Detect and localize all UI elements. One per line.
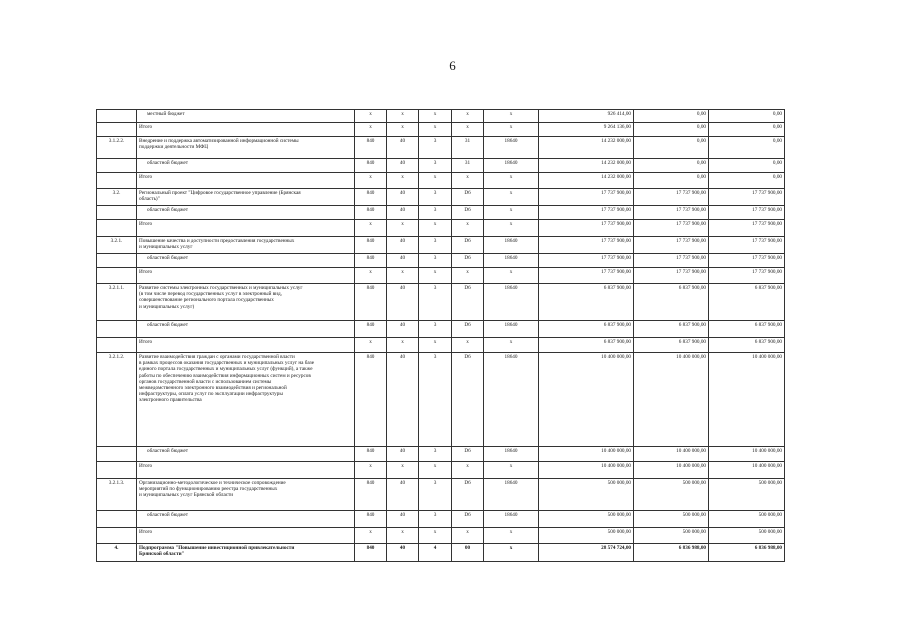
row-name: Итого: [137, 220, 355, 237]
code-program: 40: [387, 137, 419, 159]
code-subprogram: 3: [419, 511, 452, 528]
code-subprogram: 3: [419, 237, 452, 254]
amount-year-3: 6 836 988,00: [709, 544, 785, 562]
amount-year-3: 0,00: [709, 137, 785, 159]
code-direction: x: [484, 189, 539, 206]
row-number: 3.2.: [97, 189, 137, 206]
amount-year-3: 500 000,00: [709, 511, 785, 528]
row-number: 3.2.1.3.: [97, 479, 137, 511]
row-name: областной бюджет: [137, 206, 355, 220]
code-program: x: [387, 462, 419, 479]
amount-year-3: 10 400 000,00: [709, 447, 785, 462]
amount-year-1: 9 264 136,00: [539, 123, 634, 137]
page-number: 6: [449, 58, 456, 73]
amount-year-3: 10 400 000,00: [709, 462, 785, 479]
table-row: [97, 447, 785, 462]
amount-year-2: 10 400 000,00: [634, 462, 709, 479]
table-row: [97, 528, 785, 544]
row-name: Развитие взаимодействия граждан с органами государственной власти в рамках процессов оказания государственных и муниципальных услуг на базе единого портала государственных и муниципальных услуг (функций), а также работы по обеспечению взаимодействия информационных систем и ресурсов органов государственной власти с использованием системы межведомственного электронного взаимодействия и региональной инфраструктуры, оплата услуг по эксплуатации инфраструктуры электронного правительства: [137, 353, 355, 447]
amount-year-1: 10 400 000,00: [539, 353, 634, 447]
code-program: 40: [387, 447, 419, 462]
code-event: D6: [452, 353, 484, 447]
amount-year-1: 926 414,00: [539, 110, 634, 123]
amount-year-2: 17 737 900,00: [634, 268, 709, 284]
code-event: x: [452, 528, 484, 544]
row-name: Итого: [137, 462, 355, 479]
code-subprogram: x: [419, 268, 452, 284]
code-subprogram: 3: [419, 189, 452, 206]
code-program: 40: [387, 189, 419, 206]
code-grbs: 840: [355, 206, 387, 220]
code-direction: 18640: [484, 353, 539, 447]
amount-year-2: 6 837 900,00: [634, 338, 709, 353]
row-name: Повышение качества и доступности предоставления государственных и муниципальных услуг: [137, 237, 355, 254]
row-name: областной бюджет: [137, 511, 355, 528]
code-direction: x: [484, 173, 539, 189]
code-program: 40: [387, 206, 419, 220]
code-direction: 18640: [484, 321, 539, 338]
amount-year-1: 6 837 900,00: [539, 284, 634, 321]
code-subprogram: x: [419, 173, 452, 189]
row-name: Итого: [137, 268, 355, 284]
row-name: местный бюджет: [137, 110, 355, 123]
table-row: [97, 462, 785, 479]
row-name: областной бюджет: [137, 159, 355, 173]
amount-year-2: 0,00: [634, 110, 709, 123]
row-number: [97, 159, 137, 173]
code-event: D6: [452, 206, 484, 220]
code-grbs: 840: [355, 254, 387, 268]
code-event: x: [452, 110, 484, 123]
code-event: D6: [452, 447, 484, 462]
amount-year-2: 500 000,00: [634, 511, 709, 528]
code-event: 00: [452, 544, 484, 562]
table-row: [97, 123, 785, 137]
table-row: [97, 544, 785, 562]
code-event: D6: [452, 189, 484, 206]
table-row: [97, 268, 785, 284]
code-subprogram: 3: [419, 284, 452, 321]
amount-year-1: 17 737 900,00: [539, 268, 634, 284]
table-row: [97, 284, 785, 321]
code-program: 40: [387, 511, 419, 528]
code-program: 40: [387, 254, 419, 268]
code-direction: x: [484, 110, 539, 123]
amount-year-3: 10 400 000,00: [709, 353, 785, 447]
code-event: x: [452, 462, 484, 479]
amount-year-1: 500 000,00: [539, 479, 634, 511]
code-grbs: 840: [355, 237, 387, 254]
code-grbs: 840: [355, 321, 387, 338]
code-subprogram: 4: [419, 544, 452, 562]
code-program: x: [387, 110, 419, 123]
code-direction: 18640: [484, 237, 539, 254]
code-program: x: [387, 268, 419, 284]
code-subprogram: x: [419, 110, 452, 123]
code-event: D6: [452, 254, 484, 268]
amount-year-3: 17 737 900,00: [709, 189, 785, 206]
code-grbs: 840: [355, 353, 387, 447]
table-row: [97, 137, 785, 159]
code-grbs: 840: [355, 479, 387, 511]
code-event: D6: [452, 511, 484, 528]
code-direction: 18640: [484, 159, 539, 173]
row-number: [97, 220, 137, 237]
amount-year-3: 17 737 900,00: [709, 206, 785, 220]
amount-year-2: 6 837 900,00: [634, 284, 709, 321]
code-event: x: [452, 338, 484, 353]
amount-year-3: 500 000,00: [709, 528, 785, 544]
code-program: 40: [387, 479, 419, 511]
code-direction: 18640: [484, 254, 539, 268]
row-name: Организационно-методологическое и техническое сопровождение мероприятий по функционированию реестра государственных и муниципальных услуг Брянской области: [137, 479, 355, 511]
table-row: [97, 173, 785, 189]
code-program: 40: [387, 353, 419, 447]
amount-year-1: 28 574 724,00: [539, 544, 634, 562]
code-event: D6: [452, 479, 484, 511]
table-row: [97, 189, 785, 206]
amount-year-2: 10 400 000,00: [634, 353, 709, 447]
table-row: [97, 321, 785, 338]
row-number: [97, 447, 137, 462]
row-name: Развитие системы электронных государственных и муниципальных услуг (в том числе перевод государственных услуг в электронный вид, совершенствование регионального портала государственных и муниципальных услуг): [137, 284, 355, 321]
table-row: [97, 159, 785, 173]
amount-year-2: 17 737 900,00: [634, 237, 709, 254]
amount-year-2: 500 000,00: [634, 479, 709, 511]
code-grbs: x: [355, 110, 387, 123]
code-grbs: 840: [355, 511, 387, 528]
code-program: x: [387, 338, 419, 353]
amount-year-1: 10 400 000,00: [539, 447, 634, 462]
amount-year-3: 17 737 900,00: [709, 254, 785, 268]
row-name: Региональный проект "Цифровое государственное управление (Брянская область)": [137, 189, 355, 206]
amount-year-1: 14 232 000,00: [539, 137, 634, 159]
row-name: областной бюджет: [137, 254, 355, 268]
amount-year-3: 500 000,00: [709, 479, 785, 511]
amount-year-3: 6 837 900,00: [709, 338, 785, 353]
table-row: [97, 479, 785, 511]
amount-year-1: 17 737 900,00: [539, 206, 634, 220]
code-direction: x: [484, 462, 539, 479]
code-grbs: x: [355, 123, 387, 137]
code-direction: x: [484, 338, 539, 353]
amount-year-1: 10 400 000,00: [539, 462, 634, 479]
amount-year-2: 17 737 900,00: [634, 189, 709, 206]
code-direction: 18640: [484, 137, 539, 159]
code-event: 31: [452, 159, 484, 173]
amount-year-2: 500 000,00: [634, 528, 709, 544]
amount-year-1: 17 737 900,00: [539, 254, 634, 268]
code-grbs: x: [355, 220, 387, 237]
code-grbs: 840: [355, 447, 387, 462]
code-event: D6: [452, 321, 484, 338]
code-direction: x: [484, 544, 539, 562]
amount-year-3: 17 737 900,00: [709, 220, 785, 237]
amount-year-2: 17 737 900,00: [634, 206, 709, 220]
table-row: [97, 110, 785, 123]
amount-year-2: 0,00: [634, 137, 709, 159]
amount-year-2: 6 836 988,00: [634, 544, 709, 562]
code-subprogram: x: [419, 123, 452, 137]
amount-year-3: 0,00: [709, 123, 785, 137]
code-grbs: x: [355, 528, 387, 544]
code-grbs: x: [355, 268, 387, 284]
code-grbs: 840: [355, 544, 387, 562]
code-grbs: x: [355, 462, 387, 479]
code-grbs: x: [355, 173, 387, 189]
amount-year-1: 17 737 900,00: [539, 220, 634, 237]
amount-year-1: 500 000,00: [539, 511, 634, 528]
code-subprogram: 3: [419, 206, 452, 220]
code-grbs: 840: [355, 284, 387, 321]
amount-year-1: 6 837 900,00: [539, 338, 634, 353]
code-subprogram: 3: [419, 353, 452, 447]
amount-year-3: 6 837 900,00: [709, 321, 785, 338]
row-number: 3.2.1.2.: [97, 353, 137, 447]
code-event: x: [452, 220, 484, 237]
amount-year-2: 17 737 900,00: [634, 254, 709, 268]
code-subprogram: x: [419, 338, 452, 353]
code-subprogram: 3: [419, 479, 452, 511]
table-row: [97, 254, 785, 268]
code-event: x: [452, 268, 484, 284]
code-program: x: [387, 173, 419, 189]
code-subprogram: 3: [419, 321, 452, 338]
code-direction: 18640: [484, 447, 539, 462]
row-number: [97, 462, 137, 479]
code-subprogram: 3: [419, 137, 452, 159]
amount-year-3: 17 737 900,00: [709, 237, 785, 254]
table-row: [97, 237, 785, 254]
row-number: [97, 268, 137, 284]
code-direction: x: [484, 220, 539, 237]
code-program: x: [387, 123, 419, 137]
code-program: x: [387, 220, 419, 237]
row-name: Итого: [137, 338, 355, 353]
amount-year-3: 6 837 900,00: [709, 284, 785, 321]
code-grbs: 840: [355, 159, 387, 173]
row-name: Итого: [137, 528, 355, 544]
code-direction: x: [484, 528, 539, 544]
row-number: 3.2.1.1.: [97, 284, 137, 321]
amount-year-1: 14 232 000,00: [539, 173, 634, 189]
code-direction: x: [484, 268, 539, 284]
row-number: 3.1.2.2.: [97, 137, 137, 159]
code-subprogram: x: [419, 462, 452, 479]
budget-table: [96, 109, 785, 562]
code-event: x: [452, 123, 484, 137]
code-event: x: [452, 173, 484, 189]
row-name: Итого: [137, 173, 355, 189]
amount-year-2: 17 737 900,00: [634, 220, 709, 237]
row-number: 4.: [97, 544, 137, 562]
code-program: 40: [387, 284, 419, 321]
row-name: Внедрение и поддержка автоматизированной информационной системы поддержки деятельности МФЦ: [137, 137, 355, 159]
code-grbs: x: [355, 338, 387, 353]
code-event: D6: [452, 237, 484, 254]
code-subprogram: x: [419, 220, 452, 237]
amount-year-1: 17 737 900,00: [539, 189, 634, 206]
amount-year-2: 0,00: [634, 159, 709, 173]
code-program: 40: [387, 159, 419, 173]
code-direction: x: [484, 123, 539, 137]
amount-year-3: 0,00: [709, 173, 785, 189]
code-event: 31: [452, 137, 484, 159]
amount-year-1: 500 000,00: [539, 528, 634, 544]
amount-year-3: 0,00: [709, 159, 785, 173]
code-grbs: 840: [355, 189, 387, 206]
row-number: [97, 338, 137, 353]
code-program: x: [387, 528, 419, 544]
row-number: [97, 123, 137, 137]
row-name: областной бюджет: [137, 321, 355, 338]
row-number: 3.2.1.: [97, 237, 137, 254]
code-direction: 18640: [484, 479, 539, 511]
code-subprogram: 3: [419, 254, 452, 268]
code-event: D6: [452, 284, 484, 321]
row-name: Подпрограмма "Повышение инвестиционной привлекательности Брянской области": [137, 544, 355, 562]
amount-year-2: 0,00: [634, 173, 709, 189]
amount-year-2: 10 400 000,00: [634, 447, 709, 462]
amount-year-1: 6 837 900,00: [539, 321, 634, 338]
table-row: [97, 353, 785, 447]
amount-year-1: 14 232 000,00: [539, 159, 634, 173]
amount-year-3: 17 737 900,00: [709, 268, 785, 284]
code-program: 40: [387, 321, 419, 338]
row-number: [97, 110, 137, 123]
row-number: [97, 528, 137, 544]
row-number: [97, 321, 137, 338]
code-subprogram: x: [419, 528, 452, 544]
row-number: [97, 254, 137, 268]
row-name: областной бюджет: [137, 447, 355, 462]
code-subprogram: 3: [419, 447, 452, 462]
table-row: [97, 338, 785, 353]
amount-year-3: 0,00: [709, 110, 785, 123]
amount-year-2: 6 837 900,00: [634, 321, 709, 338]
row-number: [97, 511, 137, 528]
code-program: 40: [387, 544, 419, 562]
table-row: [97, 220, 785, 237]
table-row: [97, 511, 785, 528]
code-program: 40: [387, 237, 419, 254]
code-direction: x: [484, 206, 539, 220]
code-grbs: 840: [355, 137, 387, 159]
row-number: [97, 206, 137, 220]
table-body: [97, 110, 785, 562]
row-number: [97, 173, 137, 189]
amount-year-1: 17 737 900,00: [539, 237, 634, 254]
table-row: [97, 206, 785, 220]
row-name: Итого: [137, 123, 355, 137]
code-direction: 18640: [484, 511, 539, 528]
code-direction: 18640: [484, 284, 539, 321]
amount-year-2: 0,00: [634, 123, 709, 137]
code-subprogram: 3: [419, 159, 452, 173]
